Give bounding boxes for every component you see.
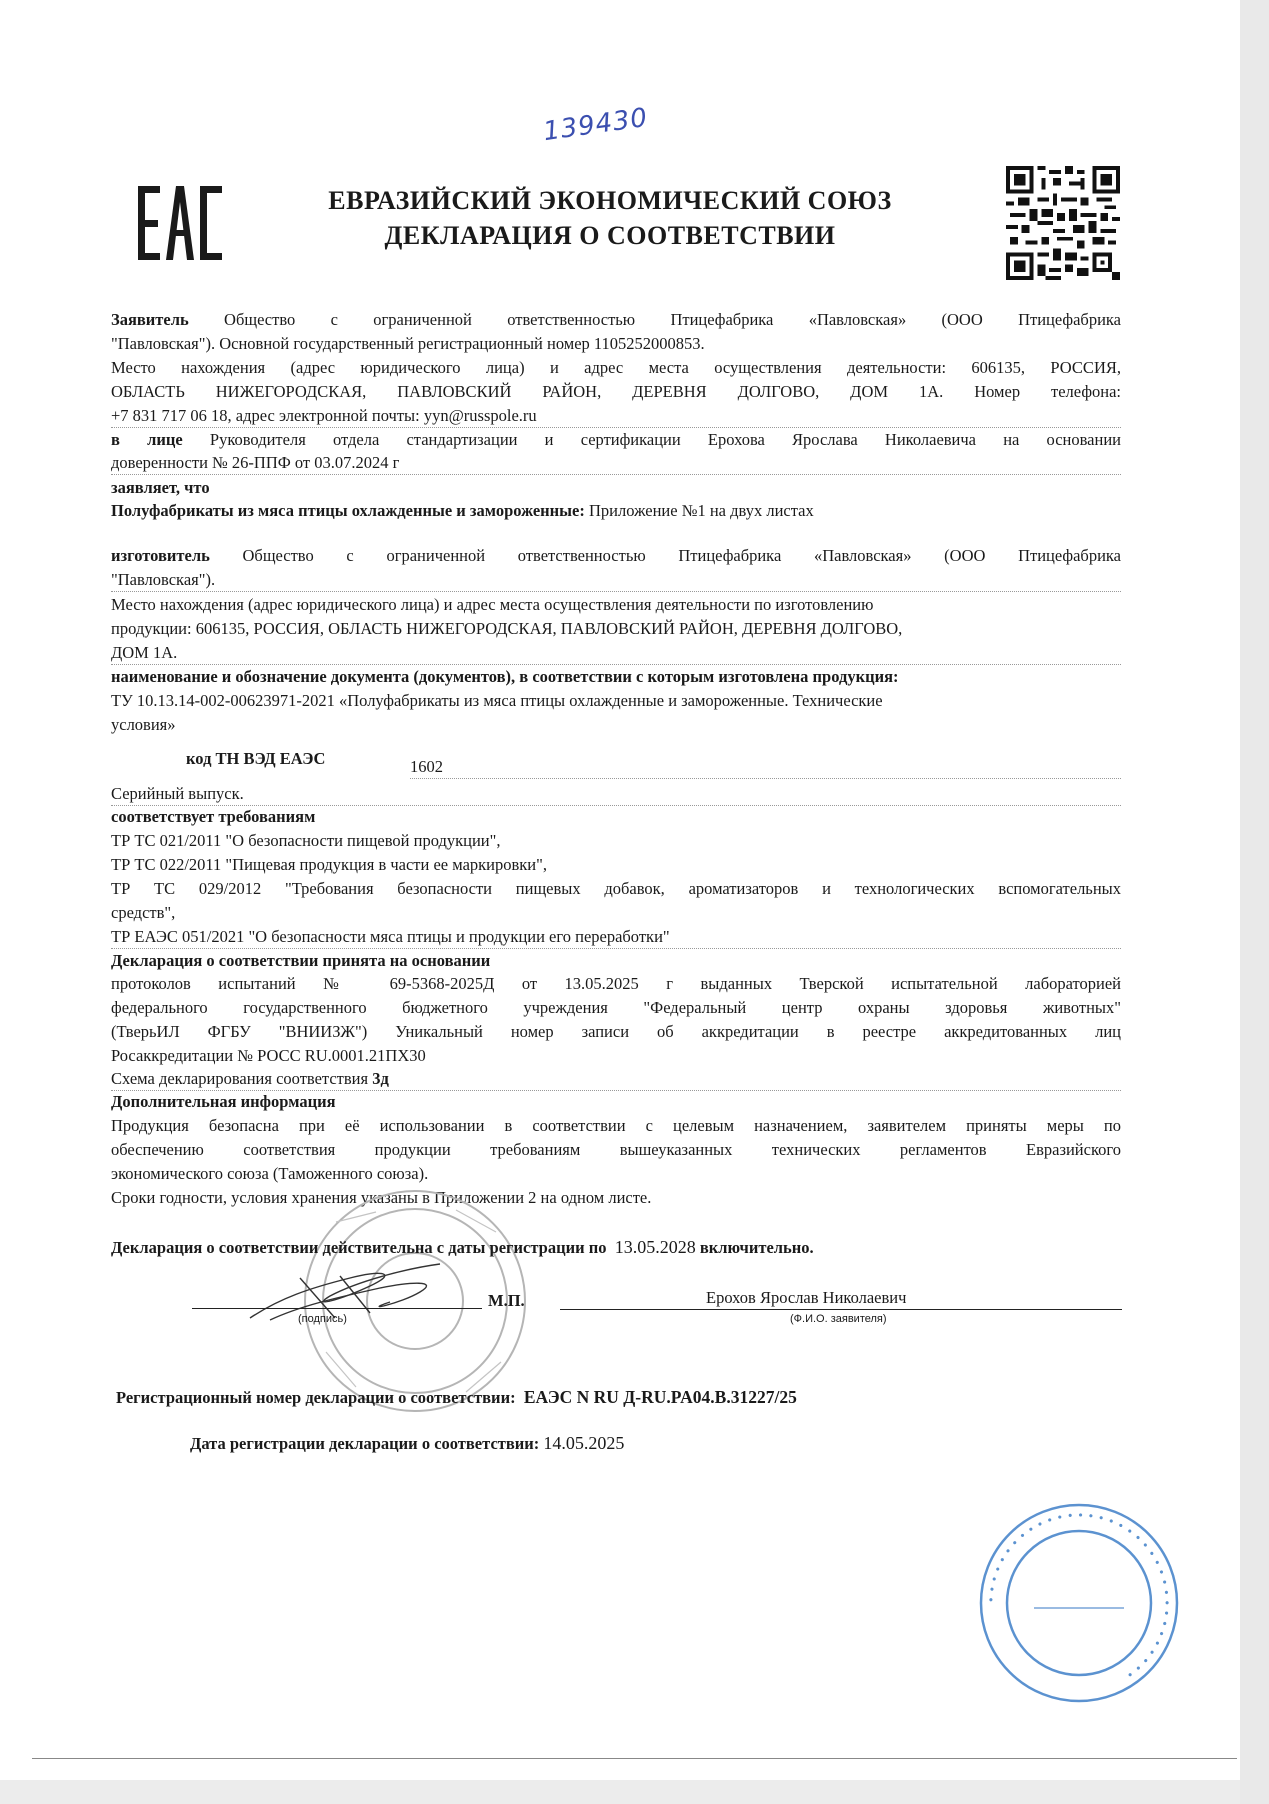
name-line [560,1309,1122,1310]
requirement-item: ТР ТС 029/2012 "Требования безопасности пищевых добавок, ароматизаторов и технологических вспомогательных [111,879,1121,898]
manufacturer-line: Место нахождения (адрес юридического лица) и адрес места осуществления деятельности по изготовлению [111,595,874,614]
tn-ved-value: 1602 [410,756,1121,779]
requirement-item: ТР ТС 022/2011 "Пищевая продукция в части ее маркировки", [111,855,547,874]
requirements-label: соответствует требованиям [111,807,316,826]
applicant-line: доверенности № 26-ППФ от 03.07.2024 г [111,452,1121,475]
additional-label: Дополнительная информация [111,1092,336,1111]
validity-date: 13.05.2028 [614,1237,696,1257]
manufacturer-line: ДОМ 1А. [111,642,1121,665]
applicant-line: Место нахождения (адрес юридического лица) и адрес места осуществления деятельности: 606135, РОССИЯ, [111,358,1121,377]
divider [32,1758,1237,1759]
additional-line: Сроки годности, условия хранения указаны в Приложении 2 на одном листе. [111,1188,652,1207]
signatory-name: Ерохов Ярослав Николаевич [706,1288,907,1307]
basis-line: (ТверьИЛ ФГБУ "ВНИИЗЖ") Уникальный номер записи об аккредитации в реестре аккредитованных лиц [111,1022,1121,1041]
manufacturer-line [111,545,1121,567]
registration-date: 14.05.2025 [543,1433,625,1453]
product-label: Полуфабрикаты из мяса птицы охлажденные и замороженные: [111,501,585,520]
basis-line: федерального государственного бюджетного учреждения "Федеральный центр охраны здоровья животных" [111,998,1121,1017]
page-subtitle: ДЕКЛАРАЦИЯ О СООТВЕТСТВИИ [384,221,836,250]
signature-icon [240,1258,490,1328]
page-edge [1240,0,1269,1804]
certificate-stamp-icon [974,1498,1184,1708]
scheme-line: Схема декларирования соответствия 3д [111,1068,1121,1091]
applicant-line: ОБЛАСТЬ НИЖЕГОРОДСКАЯ, ПАВЛОВСКИЙ РАЙОН, ДЕРЕВНЯ ДОЛГОВО, ДОМ 1А. Номер телефона: [111,382,1121,401]
manufacturer-label: изготовитель [111,546,210,565]
handwritten-number: 139430 [541,102,650,148]
registration-number-line: Регистрационный номер декларации о соответствии: ЕАЭС N RU Д-RU.PA04.B.31227/25 [116,1387,797,1407]
applicant-line: +7 831 717 06 18, адрес электронной почты: yyn@russpole.ru [111,405,1121,428]
basis-line: Росаккредитации № РОСС RU.0001.21ПХ30 [111,1046,426,1065]
page-title: ЕВРАЗИЙСКИЙ ЭКОНОМИЧЕСКИЙ СОЮЗ [328,186,892,215]
signature-caption: (подпись) [298,1313,347,1325]
declares-label: заявляет, что [111,478,210,497]
basis-label: Декларация о соответствии принята на основании [111,951,491,970]
person-text: Руководителя отдела стандартизации и сертификации Ерохова Ярослава Николаевича на основании [182,430,1121,449]
page-edge [0,1780,1240,1804]
serial-line: Серийный выпуск. [111,783,1121,806]
document-line: ТУ 10.13.14-002-00623971-2021 «Полуфабрикаты из мяса птицы охлажденные и замороженные. Технические [111,691,883,710]
validity-line: Декларация о соответствии действительна с даты регистрации по 13.05.2028 включительно. [111,1237,814,1257]
manufacturer-line: продукции: 606135, РОССИЯ, ОБЛАСТЬ НИЖЕГОРОДСКАЯ, ПАВЛОВСКИЙ РАЙОН, ДЕРЕВНЯ ДОЛГОВО, [111,619,903,638]
registration-date-line: Дата регистрации декларации о соответствии: 14.05.2025 [190,1433,625,1453]
manufacturer-line: "Павловская"). [111,569,1121,592]
mp-label: М.П. [488,1291,525,1310]
applicant-line: "Павловская"). Основной государственный регистрационный номер 1105252000853. [111,334,705,353]
requirement-item: ТР ЕАЭС 051/2021 "О безопасности мяса птицы и продукции его переработки" [111,926,1121,949]
applicant-line [111,309,1121,331]
document-label: наименование и обозначение документа (документов), в соответствии с которым изготовлена продукция: [111,667,899,686]
applicant-label: Заявитель [111,310,189,329]
additional-line: Продукция безопасна при её использовании в соответствии с целевым назначением, заявителем приняты меры по [111,1116,1121,1135]
product-line [111,500,1121,522]
tn-ved-label: код ТН ВЭД ЕАЭС [186,749,326,768]
document-line: условия» [111,715,176,734]
applicant-person-line [111,429,1121,451]
validity-suffix: включительно. [699,1238,814,1257]
manufacturer-text: Общество с ограниченной ответственностью Птицефабрика «Павловская» (ООО Птицефабрика [209,546,1121,565]
registration-number: ЕАЭС N RU Д-RU.PA04.B.31227/25 [523,1387,797,1407]
scheme-value: 3д [372,1069,389,1088]
applicant-text: Общество с ограниченной ответственностью Птицефабрика «Павловская» (ООО Птицефабрика [188,310,1121,329]
svg-text:• • • • • • • • • • • • • • •: • • • • • • • • • • • • • • • • • • • • • • • • • • • • • • • • • • • [984,1508,1174,1682]
additional-line: экономического союза (Таможенного союза). [111,1164,429,1183]
basis-line: протоколов испытаний № 69-5368-2025Д от 13.05.2025 г выданных Тверской испытательной лабораторией [111,974,1121,993]
name-caption: (Ф.И.О. заявителя) [790,1313,887,1325]
qr-code-icon [1006,166,1120,280]
requirement-item: ТР ТС 021/2011 "О безопасности пищевой продукции", [111,831,501,850]
eac-logo-icon [138,180,224,266]
person-label: в лице [111,430,183,449]
additional-line: обеспечению соответствия продукции требованиям вышеуказанных технических регламентов Евразийского [111,1140,1121,1159]
product-text: Приложение №1 на двух листах [584,501,814,520]
signature-line [192,1308,482,1309]
requirement-item: средств", [111,903,176,922]
